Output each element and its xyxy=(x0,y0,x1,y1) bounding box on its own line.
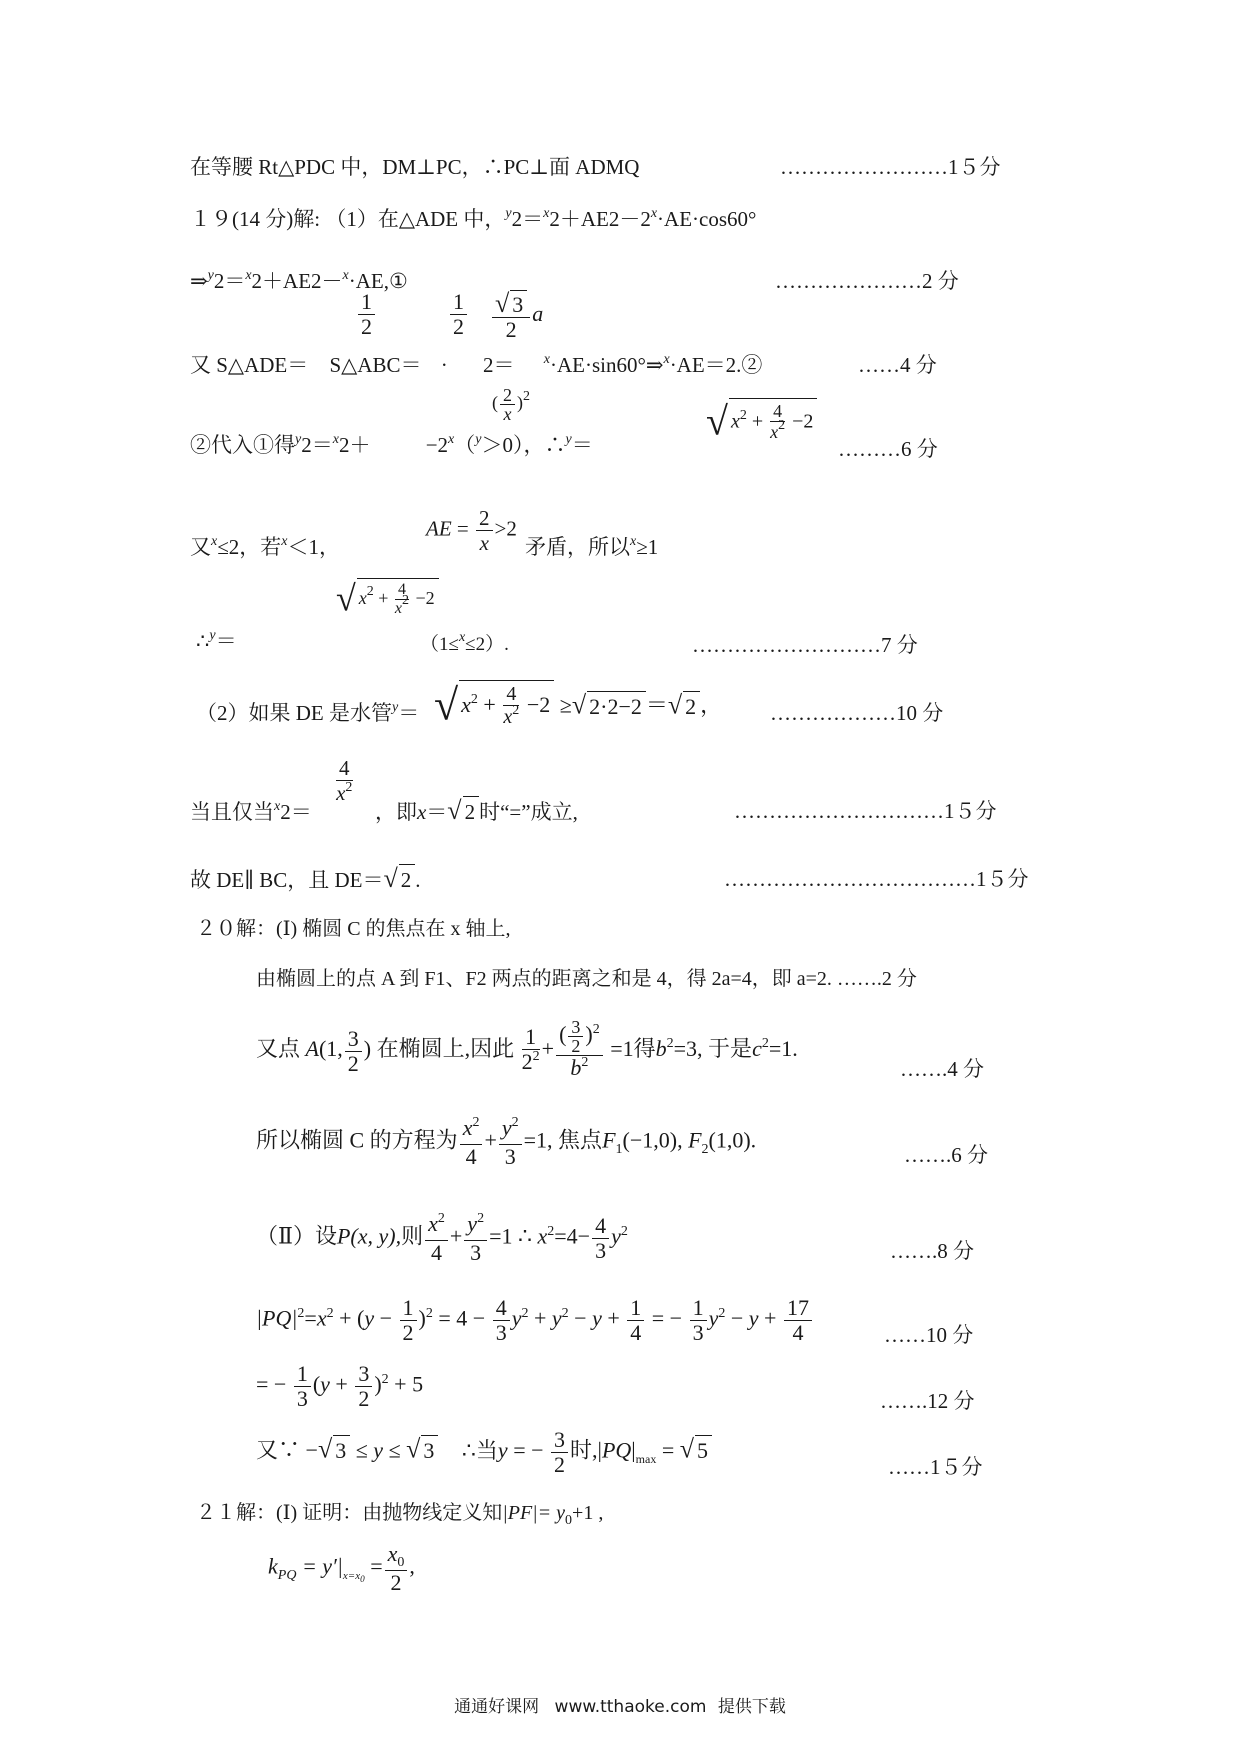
text: 2 xyxy=(683,691,700,720)
q19-line-4: ②代入①得$^y2=^x2+ -2^x(^y>0)$，∴$^y$＝ xyxy=(190,432,593,457)
text: ∴ xyxy=(196,629,210,653)
q20-heading: ２０解：(Ⅰ) 椭圆 C 的焦点在 x 轴上, xyxy=(196,918,511,940)
text: ，即 xyxy=(374,800,417,824)
text: = xyxy=(304,1305,317,1331)
text: 2·2−2 xyxy=(587,691,646,720)
score-marker: ………6 分 xyxy=(838,437,938,461)
text: = xyxy=(370,1553,383,1579)
text: . xyxy=(415,868,421,892)
text: ≥1 xyxy=(636,535,659,559)
fraction-half-1: $\frac{1}{2}$ xyxy=(356,290,377,339)
text: |PF|= y xyxy=(502,1502,566,1524)
ae-equation: AE = $\frac{2}{x}$ >2 xyxy=(426,506,517,555)
text: ≥ xyxy=(559,692,572,718)
text: 2＝ xyxy=(213,269,246,293)
score-marker: ………………10 分 xyxy=(770,701,944,725)
text: ⇒ xyxy=(190,269,208,293)
fraction-2-over-x-squared: ( $\frac{2}{x}$ )$^2$ xyxy=(492,385,530,424)
q21-heading: ２１解：(Ⅰ) 证明：由抛物线定义知$|PF|= y_0+1$ , xyxy=(196,1502,604,1528)
text: =1得 xyxy=(610,1036,656,1062)
score-marker: ……1５分 xyxy=(888,1455,983,1479)
score-marker: …….12 分 xyxy=(880,1389,975,1413)
text: 2＋AE2－2 xyxy=(549,207,651,231)
q19-heading: １９(14 分)解: （1）在△ADE 中，$^y2=^x2+AE2-2^x\cdot AE\cdot\cos 60^\circ$ xyxy=(190,206,757,231)
fraction-4-over-x2: $\frac{4}{x^2}$ xyxy=(336,756,353,805)
q20-line-7: = − $\frac{1}{3}$ (y + $\frac{3}{2}$ )$^2$ + 5 xyxy=(256,1361,424,1411)
text: = y′| xyxy=(301,1553,343,1579)
q20-line-6: $|PQ|^2=x^2 + (y$ − $\frac{1}{2}$ )$^2$ = 4 − $\frac{4}{3}$ $y^2 + y^2 - y$ + $\frac{1}{4}$ = − $\frac{1}{3}$ $y^2 - y$ + $\frac{17}{4}$ xyxy=(256,1296,814,1345)
text: 2＋ xyxy=(338,433,371,457)
text: ∴当 xyxy=(461,1437,498,1463)
score-marker: …………………………1５分 xyxy=(734,799,997,823)
text: 所以椭圆 C 的方程为 xyxy=(256,1127,458,1153)
text: 又 S△ADE＝ xyxy=(190,353,309,377)
text: 矛盾，所以 xyxy=(525,535,630,559)
text: 在等腰 Rt△PDC 中，DM⊥PC，∴PC⊥面 ADMQ xyxy=(190,155,640,179)
score-marker: ……10 分 xyxy=(884,1323,974,1347)
text: =1, 焦点 xyxy=(523,1127,603,1153)
text: k xyxy=(268,1553,278,1579)
text: 在椭圆上,因此 xyxy=(376,1036,515,1062)
q19-line-8: 当且仅当$^x$2＝ ，即x＝√ 2 时“=”成立, xyxy=(190,796,578,825)
text: １９(14 分)解: （1）在△ADE 中， xyxy=(190,207,506,231)
line-proof-conclusion xyxy=(190,154,639,180)
score-marker: ……4 分 xyxy=(858,353,937,377)
text: ≤2）. xyxy=(465,634,509,655)
text: ＝ xyxy=(571,433,593,457)
text: =3, 于是 xyxy=(673,1036,753,1062)
text: ·AE,① xyxy=(348,269,408,293)
q19-line-5: 又$^x$≤2，若$^x$＜1， xyxy=(190,534,340,559)
text: ２１解：(Ⅰ) 证明：由抛物线定义知 xyxy=(196,1502,503,1524)
footer-url[interactable]: www.tthaoke.com xyxy=(554,1697,707,1717)
text: ， xyxy=(700,692,723,718)
text: ·AE·sin60°⇒ xyxy=(549,353,664,377)
score-marker: …………………2 分 xyxy=(775,269,959,293)
q19-line-6: ∴$^y$＝ xyxy=(196,628,237,653)
q19-range: （1≤$^x$≤2）. xyxy=(420,630,509,655)
q19-line-5b: 矛盾，所以$^x$≥1 xyxy=(525,534,659,559)
text: ②代入①得 xyxy=(190,433,295,457)
q21-line-2: $k_{PQ} = y'|_{x=x_0}$ = $\frac{x_0}{2}$ , xyxy=(268,1541,415,1595)
footer xyxy=(0,1692,1240,1717)
fraction-sqrt3-over-2: $\frac{√ 3}{2}$ a xyxy=(490,290,543,342)
text: 2＝ xyxy=(483,353,515,377)
text: 又 xyxy=(190,535,211,559)
text: 时, xyxy=(570,1437,598,1463)
text: ＜1， xyxy=(287,535,340,559)
text: · xyxy=(440,353,448,377)
q20-line-8: 又∵ −√ 3 ≤ y ≤ √ 3 ∴当y = − $\frac{3}{2}$ 时$,|PQ|_{max}$ = √ 5 xyxy=(256,1428,712,1477)
text: =4− xyxy=(554,1223,591,1249)
q19-line-2: ⇒$^y$2＝$^x$2＋AE2－$^x$·AE,① xyxy=(190,268,408,293)
text: =1. xyxy=(768,1036,798,1062)
score-marker: …….4 分 xyxy=(900,1057,984,1081)
text: （Ⅱ）设 xyxy=(256,1223,337,1249)
text: =1 ∴ xyxy=(489,1223,532,1249)
text: ＞0），∴ xyxy=(481,433,566,457)
text: 当且仅当 xyxy=(190,800,274,824)
score-marker: …….6 分 xyxy=(904,1143,988,1167)
text: 2＋AE2－ xyxy=(251,269,343,293)
text: S△ABC＝ xyxy=(329,353,422,377)
q19-line-7: （2）如果 DE 是水管$^y$＝ xyxy=(196,700,420,725)
text: ·AE＝2.② xyxy=(669,353,763,377)
q20-line-2: 由椭圆上的点 A 到 F1、F2 两点的距离之和是 4，得 2a=4，即 a=2. …….2 分 xyxy=(256,968,917,990)
q20-line-3: 又点 A(1, $\frac{3}{2}$ ) 在椭圆上,因此 $\frac{1}{2^2}$ + ( $\frac{3}{2}$ )$^2$ $b^2$ =1得$b^2=3$, 于是$c^2=1$. xyxy=(256,1017,798,1080)
score-marker: …….8 分 xyxy=(890,1239,974,1263)
text: 又点 xyxy=(256,1036,301,1062)
text: 则 xyxy=(401,1223,424,1249)
text: P(x, y), xyxy=(336,1223,402,1249)
text: 故 DE∥ BC，且 DE＝ xyxy=(190,868,384,892)
score-marker: ……………………1５分 xyxy=(780,155,1001,179)
text: 2 xyxy=(399,864,416,893)
footer-note: 提供下载 xyxy=(717,1697,786,1717)
text: （2）如果 DE 是水管 xyxy=(196,701,392,725)
text: 时“=”成立, xyxy=(479,800,578,824)
text: |PQ| xyxy=(256,1305,298,1331)
text: （1≤ xyxy=(420,634,459,655)
radical-expression: √ $x^2$ + $\frac{4}{x^2}$ −2 xyxy=(706,398,817,445)
fraction-half-2: $\frac{1}{2}$ xyxy=(448,290,469,339)
inequality-expression: √ $x^2$ + $\frac{4}{x^2}$ −2 ≥√ 2·2−2 ＝√ 2 ， xyxy=(434,680,723,730)
score-marker: ………………………………1５分 xyxy=(724,867,1029,891)
text: ＝ xyxy=(398,701,420,725)
text: 2 xyxy=(463,796,480,825)
score-marker: ………………………7 分 xyxy=(692,633,918,657)
footer-site: 通通好课网 xyxy=(454,1697,540,1717)
text: (1,0). xyxy=(708,1127,757,1153)
text: （ xyxy=(454,433,476,457)
text: −2 xyxy=(425,433,449,457)
q19-line-3: 又 S△ADE＝ S△ABC＝ · 2＝ $^x$·AE·sin60°⇒$^x$·AE＝2.② xyxy=(190,352,763,377)
text: (−1,0), xyxy=(622,1127,683,1153)
text: ＝ xyxy=(215,629,237,653)
q20-line-4: 所以椭圆 C 的方程为 $\frac{x^2}{4}$ + $\frac{y^2}{3}$ =1, 焦点$F_1(-1,0)$, $F_2(1,0)$. xyxy=(256,1115,757,1169)
text: ＝ xyxy=(645,692,668,718)
q20-line-5: （Ⅱ）设P(x, y),则 $\frac{x^2}{4}$ + $\frac{y^2}{3}$ =1 ∴ $x^2=4-$ $\frac{4}{3}$ $y^2$ xyxy=(256,1211,628,1265)
text: 2＝ xyxy=(301,433,333,457)
text: +1 , xyxy=(572,1502,604,1524)
text: ＝ xyxy=(426,800,448,824)
text: 2＝ xyxy=(511,207,544,231)
text: 又∵ xyxy=(256,1437,301,1463)
text: ·AE·cos60° xyxy=(657,207,757,231)
text: ≤2，若 xyxy=(217,535,282,559)
q19-line-9: 故 DE∥ BC，且 DE＝√ 2 . xyxy=(190,864,421,893)
text: , xyxy=(409,1553,415,1579)
radical-expression-2: √ $x^2$ + $\frac{4}{x2}$ −2 xyxy=(336,578,439,619)
text: 2＝ xyxy=(280,800,312,824)
